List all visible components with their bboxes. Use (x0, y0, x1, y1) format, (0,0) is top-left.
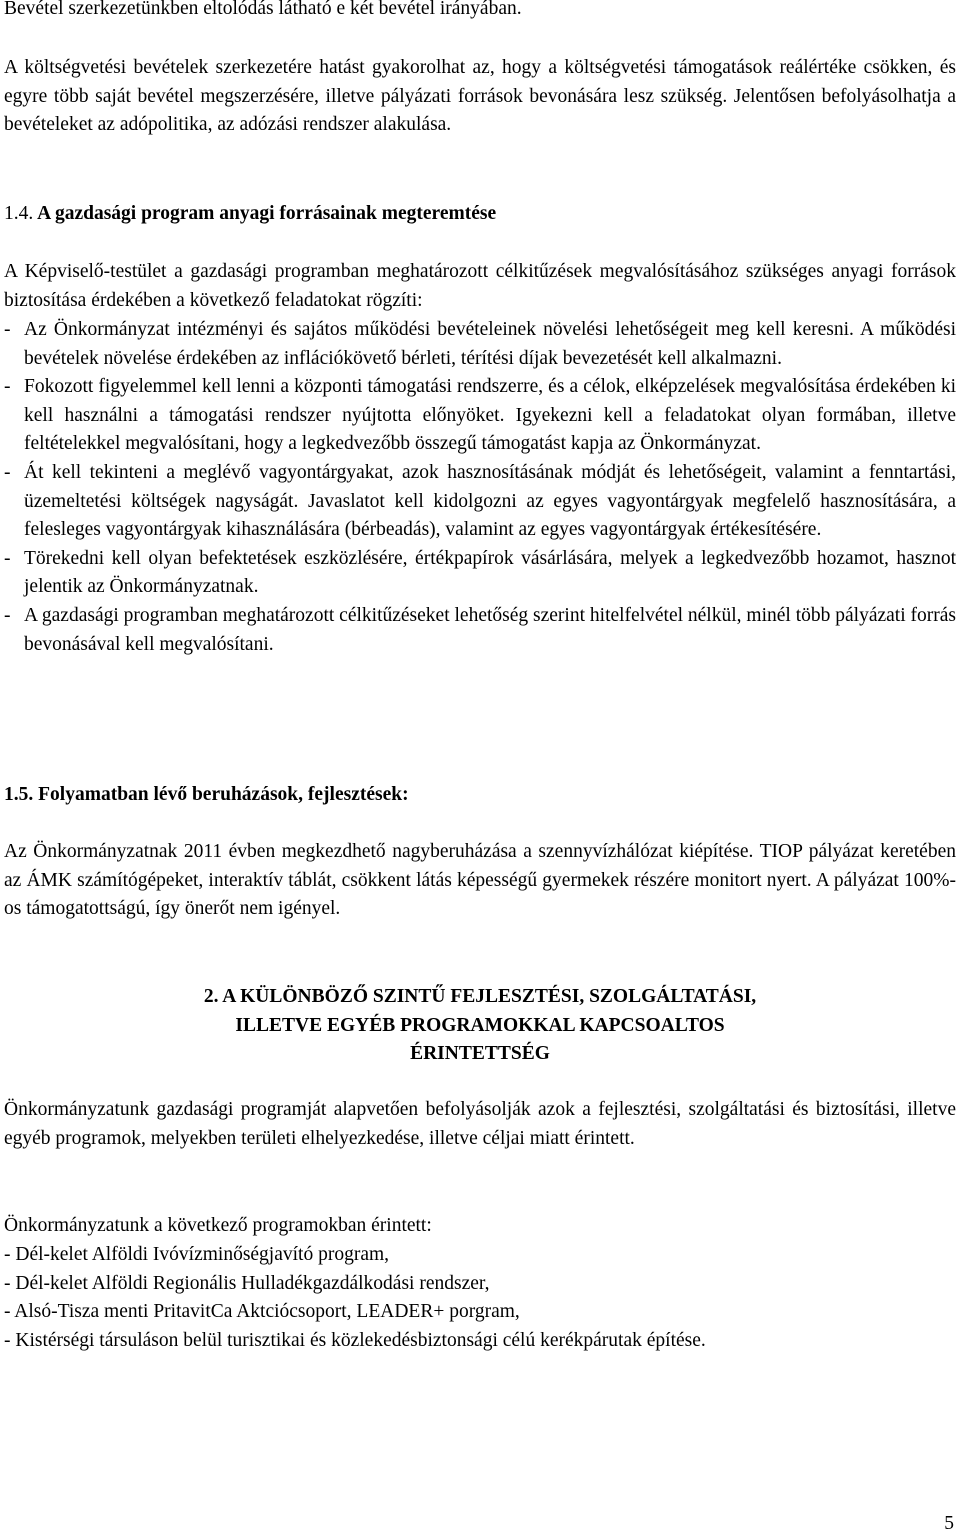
section-1-5-number: 1.5. (4, 784, 34, 805)
section-1-4-heading (4, 200, 956, 229)
chapter-2-title-line-3: ÉRINTETTSÉG (410, 1043, 550, 1065)
chapter-2-programs-lead: Önkormányzatunk a következő programokban érintett: (4, 1215, 432, 1236)
intro-paragraph-2: A költségvetési bevételek szerkezetére hatást gyakorolhat az, hogy a költségvetési támogatások reálértéke csökken, és egyre több saját bevétel megszerzésére, illetve pályázati források bevonására lesz szükség. Jelentősen befolyásolhatja a bevételeket az adópolitika, az adózási rendszer alakulása. (4, 57, 956, 136)
page-number: 5 (944, 1513, 954, 1534)
list-item-text: Törekedni kell olyan befektetések eszközlésére, értékpapírok vásárlására, melyek a legkedvezőbb hozamot, hasznot jelentik az Önkormányzatnak. (24, 547, 956, 598)
section-1-4-task-list (4, 316, 956, 659)
list-dash: - (4, 376, 11, 398)
list-item-text: A gazdasági programban meghatározott célkitűzéseket lehetőség szerint hitelfelvétel nélkül, minél több pályázati forrás bevonásával kell megvalósítani. (24, 604, 956, 655)
list-item (4, 459, 956, 545)
list-item: - Kistérségi társuláson belül turisztikai és közlekedésbiztonsági célú kerékpárutak építése. (4, 1329, 706, 1351)
intro-paragraph-1: Bevétel szerkezetünkben eltolódás látható e két bevétel irányában. (4, 0, 522, 19)
section-1-5-body: Az Önkormányzatnak 2011 évben megkezdhető nagyberuházása a szennyvízhálózat kiépítése. TIOP pályázat keretében az ÁMK számítógépeket, interaktív táblát, csökkent látás képességű gyermekek részére monitort nyert. A pályázat 100%-os támogatottságú, így önerőt nem igényel. (4, 841, 956, 920)
list-item (4, 373, 956, 459)
chapter-2-title (4, 983, 956, 1069)
chapter-2-title-line-1: 2. A KÜLÖNBÖZŐ SZINTŰ FEJLESZTÉSI, SZOLGÁLTATÁSI, (203, 986, 757, 1007)
list-item: - Dél-kelet Alföldi Ivóvízminőségjavító program, (4, 1244, 390, 1265)
chapter-2-paragraph: Önkormányzatunk gazdasági programját alapvetően befolyásolják azok a fejlesztési, szolgáltatási és biztosítási, illetve egyéb programok, melyekben területi elhelyezkedése, illetve céljai miatt érintett. (4, 1099, 956, 1149)
list-item (4, 545, 956, 602)
list-item (4, 602, 956, 659)
section-1-5-heading (4, 781, 956, 810)
section-1-5-title: Folyamatban lévő beruházások, fejlesztések: (38, 784, 409, 805)
section-1-4-lead: A Képviselő-testület a gazdasági programban meghatározott célkitűzések megvalósításához szükséges anyagi források biztosítása érdekében a következő feladatokat rögzíti: (4, 261, 956, 311)
list-item: - Alsó-Tisza menti PritavitCa Aktciócsoport, LEADER+ porgram, (4, 1301, 520, 1323)
list-item-text: Az Önkormányzat intézményi és sajátos működési bevételeinek növelési lehetőségeit meg kell keresni. A működési bevételek növelése érdekében az inflációkövető bérleti, térítési díjak bevezetését kell alkalmazni. (24, 319, 956, 369)
list-item-text: Fokozott figyelemmel kell lenni a központi támogatási rendszerre, és a célok, elképzelések megvalósítása érdekében ki kell használni a támogatási rendszer nyújtotta előnyöket. Igyekezni kell a feladatokat olyan formában, illetve feltételekkel megvalósítani, hogy a legkedvezőbb összegű támogatást kapja az Önkormányzat. (24, 376, 956, 455)
list-dash: - (4, 319, 11, 340)
list-dash: - (4, 604, 11, 626)
list-item (4, 316, 956, 373)
section-1-4-number: 1.4. (4, 203, 34, 224)
list-dash: - (4, 461, 11, 483)
chapter-2-program-list (4, 1241, 956, 1355)
list-item: - Dél-kelet Alföldi Regionális Hulladékgazdálkodási rendszer, (4, 1272, 490, 1294)
list-dash: - (4, 547, 11, 569)
section-1-4-title: A gazdasági program anyagi forrásainak megteremtése (37, 203, 497, 224)
chapter-2-title-line-2: ILLETVE EGYÉB PROGRAMOKKAL KAPCSOALTOS (235, 1014, 725, 1036)
list-item-text: Át kell tekinteni a meglévő vagyontárgyakat, azok hasznosításának módját és lehetőségeit, valamint a fenntartási, üzemeltetési költségek nagyságát. Javaslatot kell kidolgozni az egyes vagyontárgyak megfelelő hasznosítására, a felesleges vagyontárgyak kihasználására (bérbeadás), valamint az egyes vagyontárgyak értékesítésére. (24, 461, 956, 541)
